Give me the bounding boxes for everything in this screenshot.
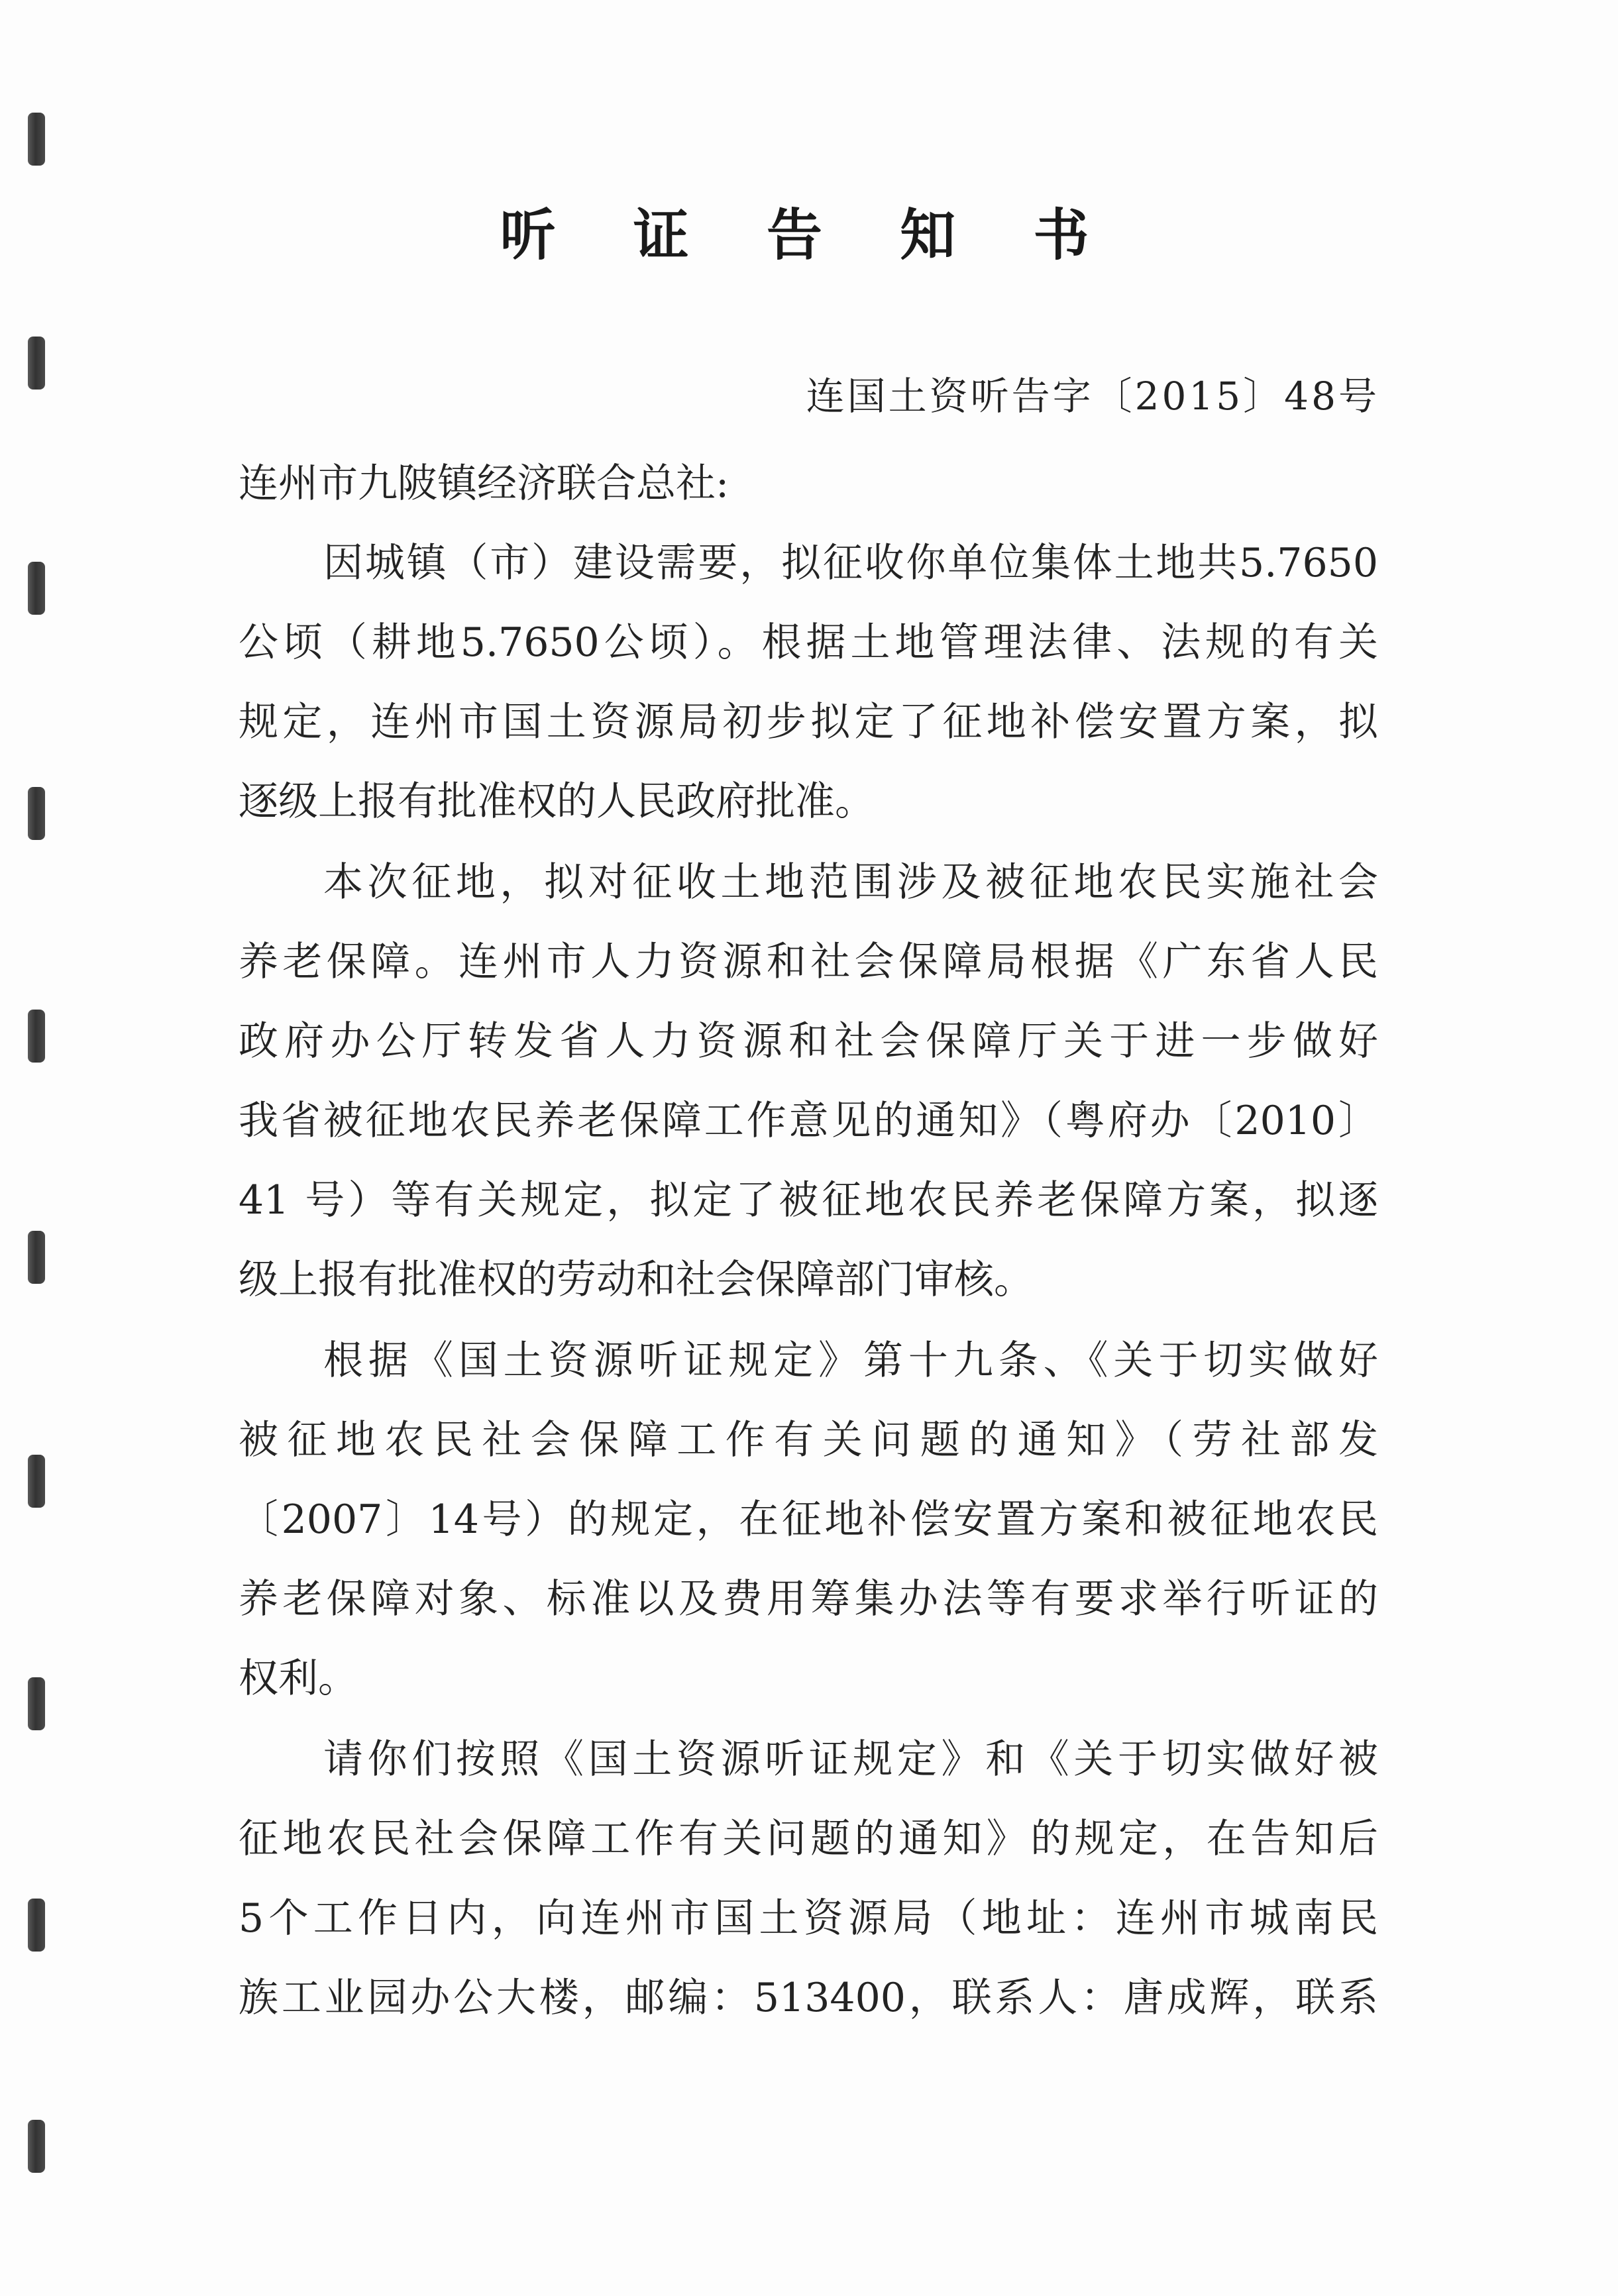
addressee: 连州市九陂镇经济联合总社: (239, 460, 729, 507)
body-line: 因城镇（市）建设需要，拟征收你单位集体土地共5.7650 (323, 540, 1378, 586)
binding-hole-mark (28, 113, 45, 166)
body-line: 养老保障。连州市人力资源和社会保障局根据《广东省人民 (239, 939, 1378, 985)
binding-hole-mark (28, 562, 45, 615)
binding-hole-mark (28, 337, 45, 390)
body-line: 规定，连州市国土资源局初步拟定了征地补偿安置方案，拟 (239, 699, 1378, 745)
binding-hole-mark (28, 2120, 45, 2173)
body-line: 本次征地，拟对征收土地范围涉及被征地农民实施社会 (323, 859, 1378, 906)
body-line: 公顷（耕地5.7650公顷）。根据土地管理法律、法规的有关 (239, 619, 1378, 666)
body-line: 请你们按照《国土资源听证规定》和《关于切实做好被 (323, 1736, 1378, 1783)
binding-hole-mark (28, 1899, 45, 1952)
body-line: 根据《国土资源听证规定》第十九条、《关于切实做好 (323, 1337, 1378, 1384)
document-number: 连国土资听告字〔2015〕48号 (806, 374, 1379, 419)
body-line: 政府办公厅转发省人力资源和社会保障厅关于进一步做好 (239, 1018, 1378, 1065)
body-line: 被征地农民社会保障工作有关问题的通知》（劳社部发 (239, 1417, 1378, 1463)
body-line: 我省被征地农民养老保障工作意见的通知》（粤府办〔2010〕 (239, 1098, 1378, 1144)
body-line: 养老保障对象、标准以及费用筹集办法等有要求举行听证的 (239, 1576, 1378, 1622)
body-line: 征地农民社会保障工作有关问题的通知》的规定，在告知后 (239, 1816, 1378, 1862)
binding-hole-mark (28, 1455, 45, 1508)
body-line: 逐级上报有批准权的人民政府批准。 (239, 778, 875, 825)
body-line: 〔2007〕14号）的规定，在征地补偿安置方案和被征地农民 (239, 1496, 1378, 1543)
body-line: 级上报有批准权的劳动和社会保障部门审核。 (239, 1257, 1034, 1303)
document-title: 听 证 告 知 书 (500, 202, 1118, 268)
body-line: 权利。 (239, 1655, 358, 1702)
body-line: 5个工作日内，向连州市国土资源局（地址：连州市城南民 (239, 1895, 1378, 1942)
binding-hole-mark (28, 1231, 45, 1284)
binding-hole-mark (28, 787, 45, 840)
binding-hole-mark (28, 1677, 45, 1730)
body-line: 族工业园办公大楼，邮编：513400，联系人：唐成辉，联系 (239, 1975, 1378, 2021)
binding-hole-mark (28, 1010, 45, 1063)
body-line: 41 号）等有关规定，拟定了被征地农民养老保障方案，拟逐 (239, 1177, 1378, 1224)
